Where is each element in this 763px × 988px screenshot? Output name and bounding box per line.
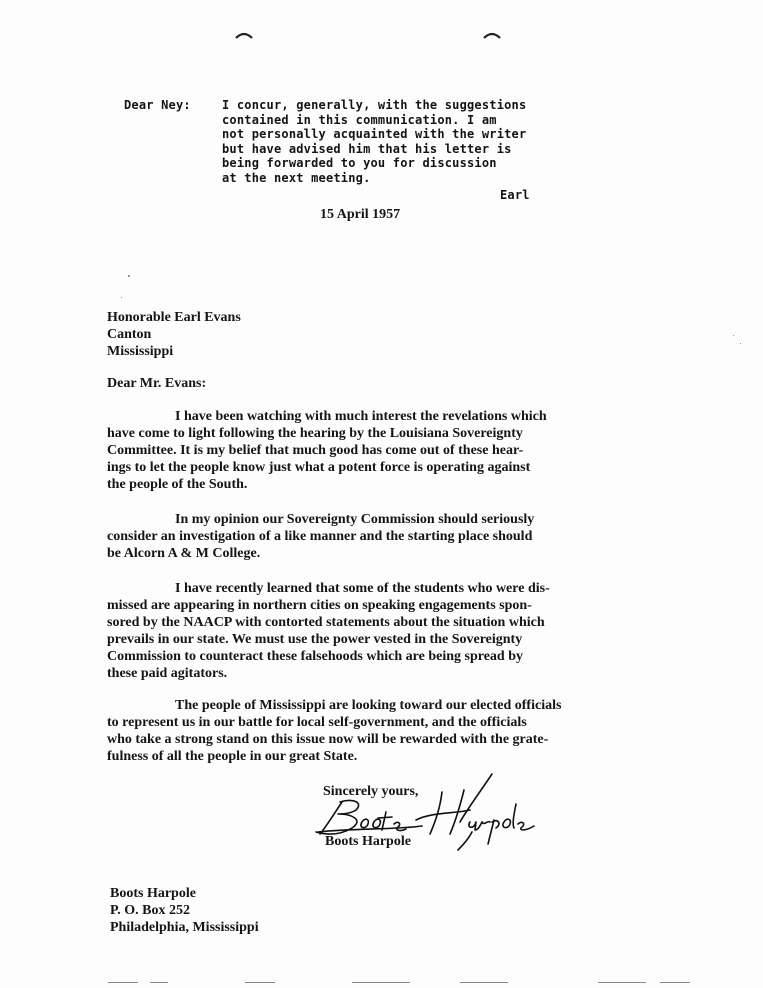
paragraph-line: I have been watching with much interest the revelations which	[175, 409, 547, 424]
letter-paragraph-3	[107, 580, 667, 682]
typed-signer-name: Boots Harpole	[325, 834, 411, 849]
note-line: but have advised him that his letter is	[222, 141, 512, 156]
note-line: being forwarded to you for discussion	[222, 156, 497, 170]
paragraph-line: Commission to counteract these falsehoods which are being spread by	[107, 649, 523, 664]
letter-date: 15 April 1957	[320, 207, 401, 222]
letter-paragraph-1	[107, 408, 667, 493]
paragraph-line: prevails in our state. We must use the power vested in the Sovereignty	[107, 632, 523, 647]
recipient-name: Honorable Earl Evans	[107, 310, 241, 325]
paragraph-line: fulness of all the people in our great State.	[107, 749, 358, 764]
binder-mark-left	[235, 30, 253, 40]
scan-dash	[660, 982, 690, 983]
paragraph-line: these paid agitators.	[107, 666, 228, 681]
note-line: at the next meeting.	[222, 170, 371, 185]
paragraph-line: consider an investigation of a like manner and the starting place should	[107, 529, 533, 544]
binder-mark-right	[483, 30, 501, 40]
note-salutation: Dear Ney:	[124, 98, 191, 112]
paragraph-line: who take a strong stand on this issue now will be rewarded with the grate-	[107, 732, 549, 747]
note-line: contained in this communication. I am	[222, 112, 497, 127]
recipient-address	[107, 309, 241, 360]
paragraph-line: In my opinion our Sovereignty Commission should seriously	[175, 512, 535, 527]
letter-paragraph-2	[107, 511, 667, 562]
paragraph-line: missed are appearing in northern cities on speaking engagements spon-	[107, 598, 532, 613]
scan-dash	[108, 982, 138, 983]
paragraph-line: have come to light following the hearing by the Louisiana Sovereignty	[107, 426, 523, 441]
scan-speck	[121, 297, 122, 298]
letter-salutation: Dear Mr. Evans:	[107, 376, 207, 391]
paragraph-line: I have recently learned that some of the students who were dis-	[175, 581, 550, 596]
recipient-state: Mississippi	[107, 344, 174, 359]
scan-speck	[740, 343, 741, 344]
paragraph-line: Committee. It is my belief that much good has come out of these hear-	[107, 443, 524, 458]
scan-dash	[460, 982, 508, 983]
sender-name: Boots Harpole	[110, 886, 196, 901]
scan-speck	[733, 335, 734, 336]
paragraph-line: ings to let the people know just what a potent force is operating against	[107, 460, 531, 475]
scan-dash	[245, 982, 275, 983]
scan-speck	[128, 275, 130, 277]
scan-dash	[150, 982, 168, 983]
letter-paragraph-4	[107, 697, 667, 765]
note-line: I concur, generally, with the suggestions	[222, 98, 527, 112]
note-body	[222, 98, 622, 185]
paragraph-line: the people of the South.	[107, 477, 248, 492]
paragraph-line: to represent us in our battle for local self-government, and the officials	[107, 715, 527, 730]
paragraph-line: be Alcorn A & M College.	[107, 546, 261, 561]
paragraph-line: sored by the NAACP with contorted statements about the situation which	[107, 615, 545, 630]
note-signoff: Earl	[500, 188, 530, 202]
paragraph-line: The people of Mississippi are looking toward our elected officials	[175, 698, 562, 713]
note-line: not personally acquainted with the writer	[222, 127, 527, 141]
sender-city-state: Philadelphia, Mississippi	[110, 920, 259, 935]
sender-address	[110, 885, 259, 936]
scan-dash	[598, 982, 646, 983]
letter-closing: Sincerely yours,	[323, 784, 419, 799]
sender-box: P. O. Box 252	[110, 903, 190, 918]
recipient-city: Canton	[107, 327, 152, 342]
scan-dash	[352, 982, 410, 983]
